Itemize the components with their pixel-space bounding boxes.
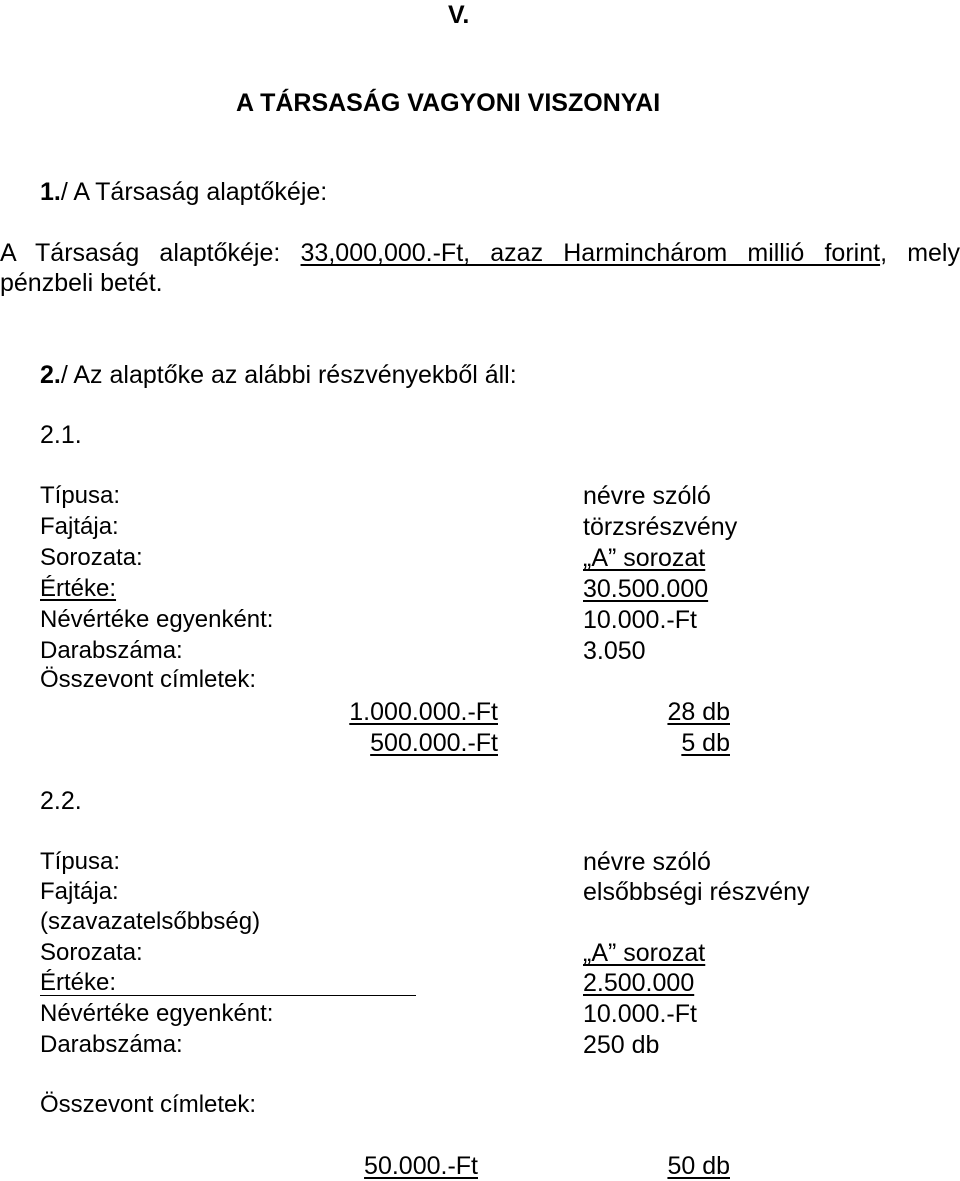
s21-label-kind: Fajtája:	[40, 513, 119, 540]
s21-value-series: „A” sorozat	[583, 544, 706, 572]
s22-label-kind: Fajtája:	[40, 878, 119, 905]
s22-label-series: Sorozata:	[40, 939, 143, 966]
s22-value-value: 2.500.000	[583, 969, 695, 997]
s21-label-series: Sorozata:	[40, 544, 143, 571]
s22-label-voting-preference: (szavazatelsőbbség)	[40, 908, 261, 935]
s21-label-count: Darabszáma:	[40, 637, 183, 664]
section-1-number: 1.	[40, 178, 61, 206]
section-2-heading-text: / Az alaptőke az alábbi részvényekből áll:	[60, 361, 517, 389]
paragraph-prefix: A Társaság alaptőkéje:	[0, 239, 301, 267]
s22-label-nominal: Névértéke egyenként:	[40, 1000, 274, 1027]
paragraph-suffix: , mely	[880, 239, 960, 267]
section-1-heading-text: / A Társaság alaptőkéje:	[60, 178, 328, 206]
section-2-heading	[40, 360, 517, 390]
s22-label-count: Darabszáma:	[40, 1031, 183, 1058]
s21-denoms-label: Összevont címletek:	[40, 666, 257, 693]
s22-value-nominal: 10.000.-Ft	[583, 1000, 697, 1028]
s21-denom-amount: 500.000.-Ft	[370, 729, 498, 757]
s21-value-value: 30.500.000	[583, 575, 709, 603]
section-1-paragraph-line-1	[0, 238, 960, 268]
s22-value-count: 250 db	[583, 1031, 660, 1059]
s21-value-count: 3.050	[583, 637, 646, 665]
subsection-2-2-number: 2.2.	[40, 787, 82, 815]
section-1-heading	[40, 177, 327, 207]
capital-amount: 33,000,000.-Ft, azaz Harminchárom millió forint	[300, 239, 881, 267]
s21-denom-count: 5 db	[681, 729, 730, 757]
subsection-2-1-number: 2.1.	[40, 421, 82, 449]
section-1-paragraph-line-2: pénzbeli betét.	[0, 269, 163, 297]
s21-label-type: Típusa:	[40, 482, 121, 509]
s22-value-kind: elsőbbségi részvény	[583, 878, 810, 906]
section-2-number: 2.	[40, 361, 61, 389]
s22-label-value: Értéke:	[40, 969, 117, 996]
s21-value-nominal: 10.000.-Ft	[583, 606, 697, 634]
s22-denom-count: 50 db	[667, 1152, 730, 1180]
s22-value-series: „A” sorozat	[583, 939, 706, 967]
s22-denom-amount: 50.000.-Ft	[364, 1152, 478, 1180]
page-title: A TÁRSASÁG VAGYONI VISZONYAI	[236, 89, 661, 117]
s21-denom-count: 28 db	[667, 698, 730, 726]
s22-value-type: névre szóló	[583, 848, 711, 876]
s21-value-kind: törzsrészvény	[583, 513, 738, 541]
chapter-number: V.	[448, 1, 470, 29]
s21-denom-amount: 1.000.000.-Ft	[349, 698, 498, 726]
s21-label-value: Értéke:	[40, 575, 117, 602]
s22-denoms-label: Összevont címletek:	[40, 1091, 257, 1118]
s21-label-nominal: Névértéke egyenként:	[40, 606, 274, 633]
s22-value-rule	[40, 995, 416, 996]
s21-value-type: névre szóló	[583, 482, 711, 510]
s22-label-type: Típusa:	[40, 848, 121, 875]
